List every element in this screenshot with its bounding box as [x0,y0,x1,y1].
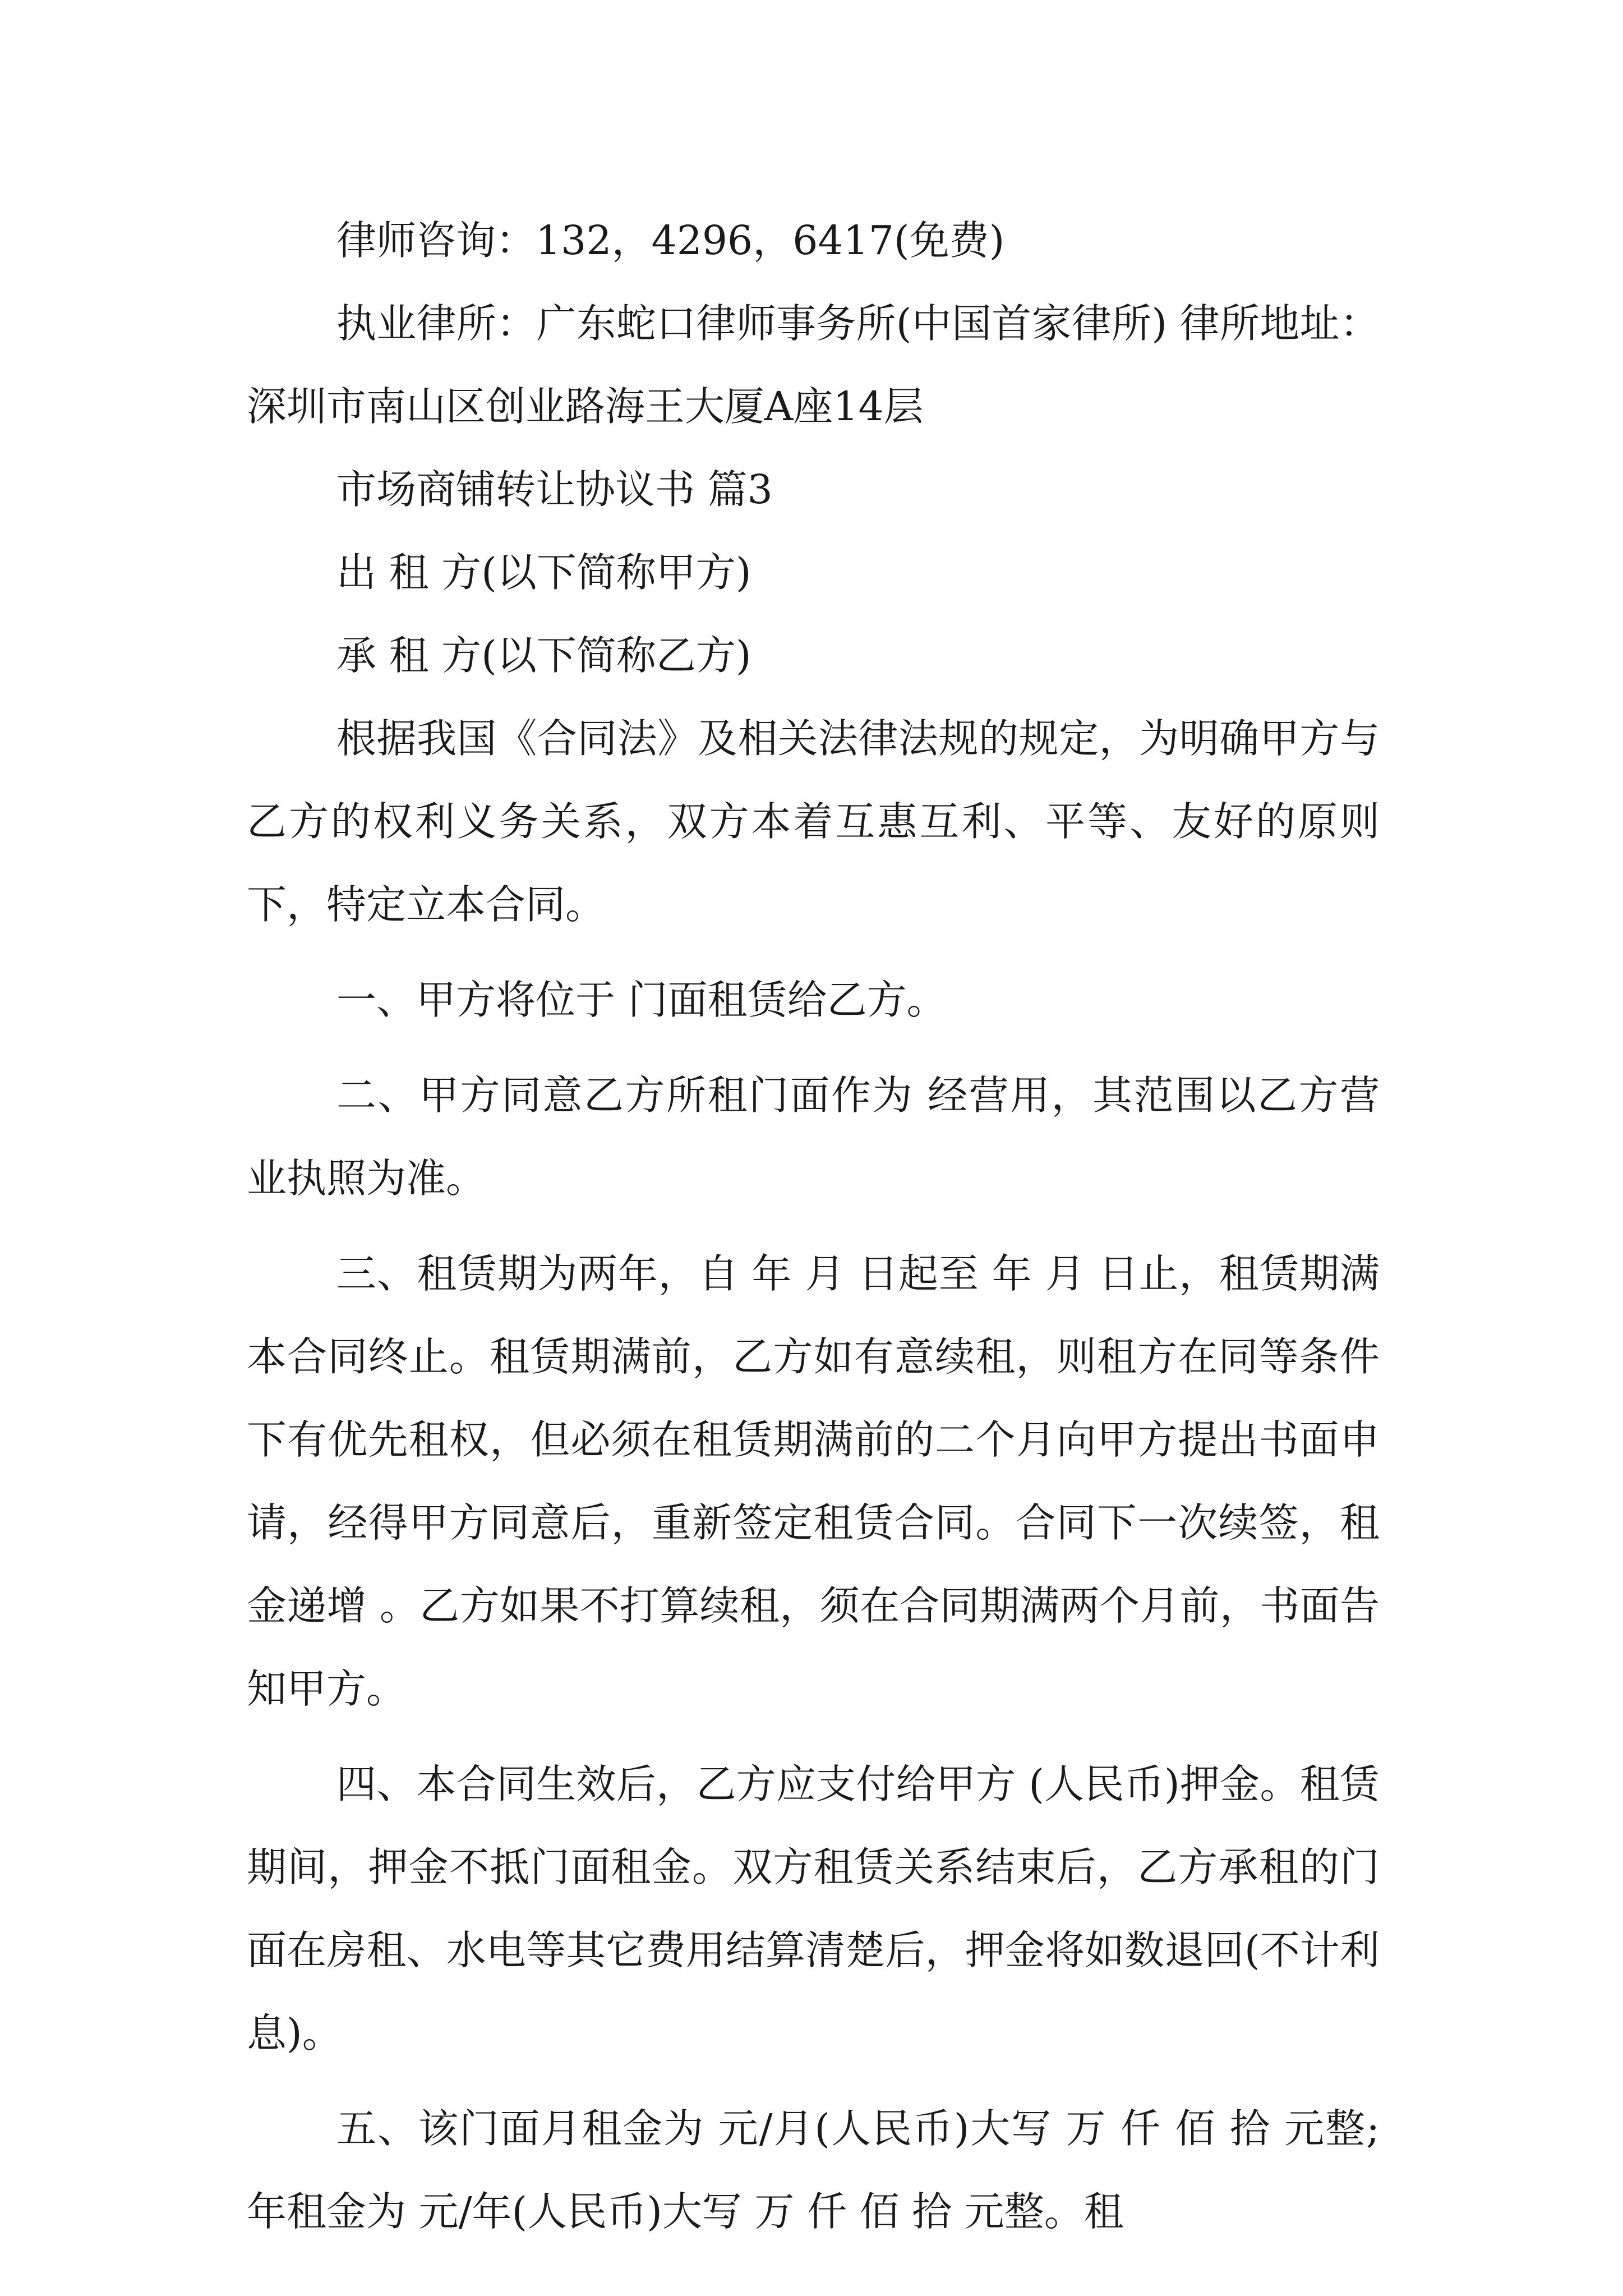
lessor-line: 出 租 方(以下简称甲方) [336,549,751,596]
clause-3: 三、租赁期为两年，自 年 月 日起至 年 月 日止，租赁期满本合同终止。租赁期满前，乙方如有意续租，则租方在同等条件下有优先租权，但必须在租赁期满前的二个月向甲方提出书面申请，经得甲方同意后，重新签定租赁合同。合同下一次续签，租金递增 。乙方如果不打算续租，须在合同期满两个月前，书面告知甲方。 [247,1250,1380,1712]
lessee-line: 承 租 方(以下简称乙方) [336,632,751,679]
lawyer-consult-line: 律师咨询：132，4296，6417(免费) [336,217,1005,264]
clause-5: 五、该门面月租金为 元/月(人民币)大写 万 仟 佰 拾 元整;年租金为 元/年(人民币)大写 万 仟 佰 拾 元整。租 [247,2105,1380,2235]
document-body [247,199,1380,2253]
section-title: 市场商铺转让协议书 篇3 [336,466,773,513]
clause-1: 一、甲方将位于 门面租赁给乙方。 [336,977,947,1023]
preamble-paragraph: 根据我国《合同法》及相关法律法规的规定，为明确甲方与乙方的权利义务关系，双方本着互惠互利、平等、友好的原则下，特定立本合同。 [247,715,1380,928]
law-firm-line: 执业律所：广东蛇口律师事务所(中国首家律所) 律所地址：深圳市南山区创业路海王大厦A座14层 [247,300,1380,430]
clause-2: 二、甲方同意乙方所租门面作为 经营用，其范围以乙方营业执照为准。 [247,1072,1380,1202]
clause-4: 四、本合同生效后，乙方应支付给甲方 (人民币)押金。租赁期间，押金不抵门面租金。双方租赁关系结束后，乙方承租的门面在房租、水电等其它费用结算清楚后，押金将如数退回(不计利息)。 [247,1761,1380,2056]
